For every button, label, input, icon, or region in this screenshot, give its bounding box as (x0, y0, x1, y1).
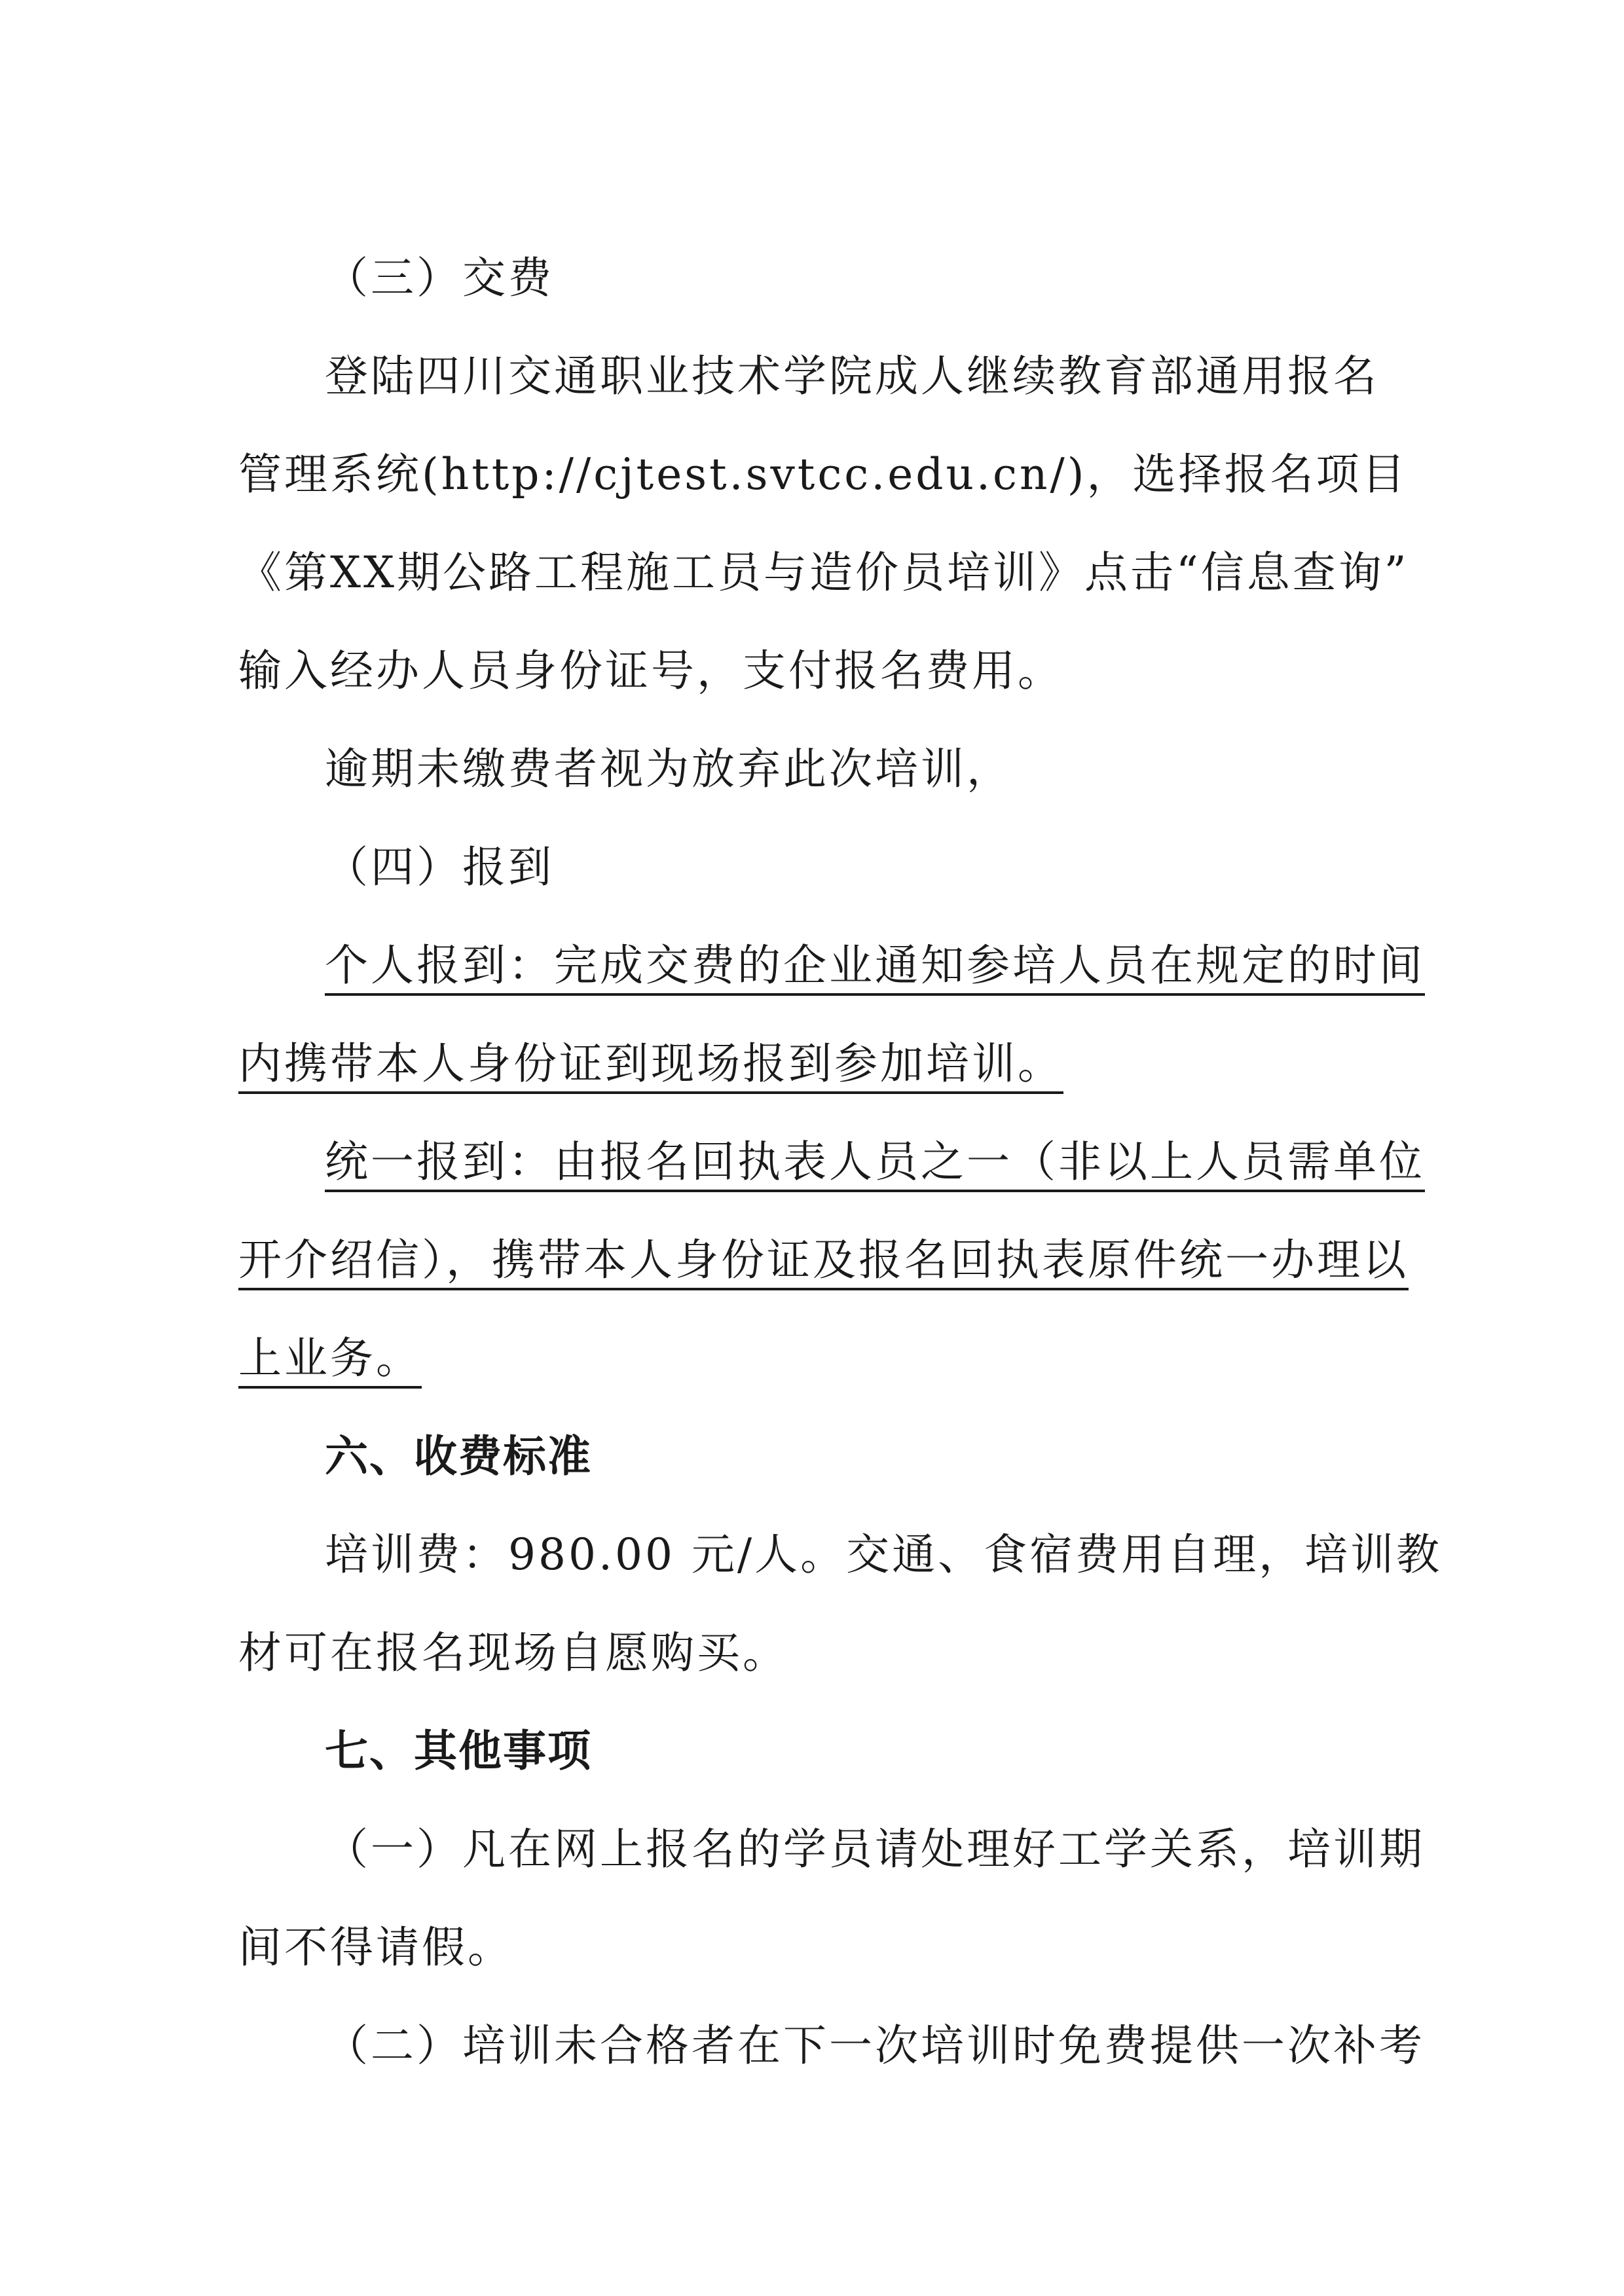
underlined-text: 开介绍信），携带本人身份证及报名回执表原件统一办理以 (238, 1235, 1409, 1290)
paragraph-line: 登陆四川交通职业技术学院成人继续教育部通用报名 (325, 351, 1379, 401)
paragraph-line-underlined (238, 1034, 1365, 1093)
paragraph-line: 管理系统(http://cjtest.svtcc.edu.cn/)，选择报名项目 (238, 449, 1408, 500)
section-heading-fee-standard: 六、收费标准 (325, 1431, 592, 1482)
underlined-text: 统一报到：由报名回执表人员之一（非以上人员需单位 (325, 1137, 1425, 1192)
underlined-text: 个人报到：完成交费的企业通知参培人员在规定的时间 (325, 940, 1425, 996)
paragraph-line: 材可在报名现场自愿购买。 (238, 1628, 788, 1678)
paragraph-line-underlined (325, 936, 1425, 995)
section-heading-other: 七、其他事项 (325, 1726, 592, 1776)
paragraph-line: 间不得请假。 (238, 1922, 513, 1973)
paragraph-line: 逾期未缴费者视为放弃此次培训， (325, 744, 1012, 794)
paragraph-line: 培训费：980.00 元/人。交通、食宿费用自理，培训教 (325, 1529, 1443, 1580)
underlined-text: 上业务。 (238, 1333, 422, 1389)
paragraph-line-underlined (238, 1329, 1365, 1388)
underlined-text: 内携带本人身份证到现场报到参加培训。 (238, 1038, 1063, 1094)
paragraph-line-underlined (238, 1231, 1409, 1290)
paragraph-line: 输入经办人员身份证号，支付报名费用。 (238, 646, 1063, 696)
paragraph-line: （二）培训未合格者在下一次培训时免费提供一次补考 (325, 2020, 1425, 2071)
paragraph-line-underlined (325, 1133, 1425, 1192)
paragraph-line: 《第XX期公路工程施工员与造价员培训》点击“信息查询” (238, 547, 1409, 598)
section-heading-fee-payment: （三）交费 (325, 253, 554, 303)
paragraph-line: （一）凡在网上报名的学员请处理好工学关系，培训期 (325, 1824, 1425, 1874)
section-heading-checkin: （四）报到 (325, 842, 554, 892)
